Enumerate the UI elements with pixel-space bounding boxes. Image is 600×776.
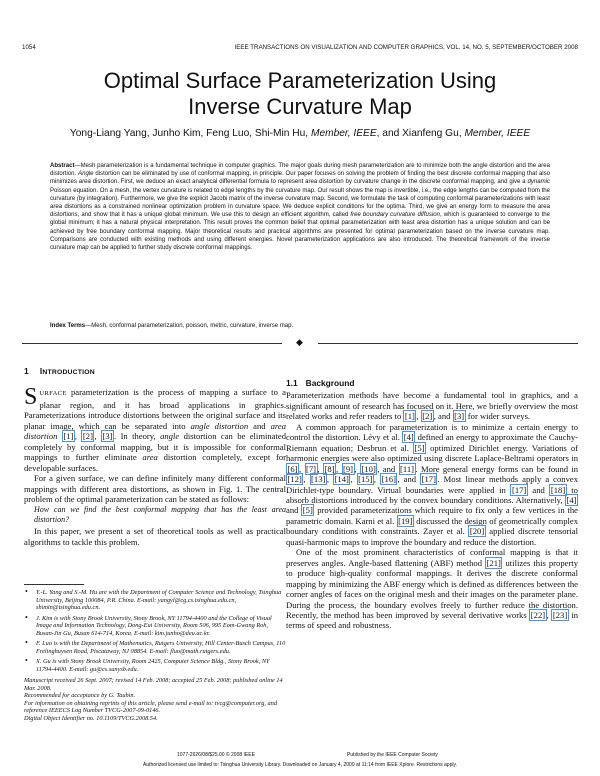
bullet-icon: • [25, 638, 28, 647]
recommended-by: Recommended for acceptance by G. Taubin. [24, 692, 136, 699]
manuscript-info [24, 677, 286, 722]
subsection-title: Background [305, 378, 355, 388]
background-text: and [527, 484, 550, 495]
section-title-rest: NTRODUCTION [42, 369, 95, 376]
intro-paragraph-1 [24, 384, 287, 473]
citation-link[interactable]: [4] [403, 432, 414, 443]
abstract-emph-3: dynamic [527, 179, 550, 186]
background-text: Parameterization methods have become a fundamental tool in graphics, and a significant amount of research has focused on it. Here, we briefly overview the most related works and refer readers to [286, 390, 578, 422]
footnote-rule [24, 584, 84, 585]
citation-link[interactable]: [10] [361, 463, 376, 474]
background-text: applied discrete tensorial quasi-harmonic maps to improve the boundary and reduce the distortion. [286, 526, 578, 547]
abstract-text-5: , which is guaranteed to converge to the global minimum; it has a natural physical interpretation. This result proves the common belief that optimal parameterization with least area distortion has a unique solution and can be achieved by free boundary conformal mapping. Major theoretical results and practical algorithms are presented for optimal parameterization based on the inverse curvature map. Comparisons are conducted with existing methods and using different energies. Novel parameterization applications are also introduced. The theoretical framework of the inverse curvature map can be applied to further study discrete conformal mappings. [50, 212, 550, 252]
background-text: A common approach for parameterization is to minimize a certain energy to control the distortion. Lévy et al. [286, 421, 578, 443]
abstract-emph-2: area [78, 179, 91, 186]
background-text: One of the most prominent characteristics of conformal mapping is that it preserves angles. Angle-based flattening (ABF) method [286, 547, 578, 568]
intro-emph-angle: angle [160, 431, 180, 442]
background-text: to absorb distortions introduced by the convex boundary conditions. Alternatively, [286, 484, 578, 505]
index-terms-text: —Mesh, conformal parameterization, poisson, metric, curvature, inverse map. [85, 323, 294, 329]
title-line-2: Inverse Curvature Map [188, 94, 412, 119]
divider-diamond-icon: ◆ [296, 338, 303, 348]
right-column [286, 378, 578, 631]
intro-emph-area: area [142, 452, 158, 463]
citation-link[interactable]: [5] [414, 442, 425, 453]
background-paragraph-1 [286, 390, 578, 421]
background-text: discussed the design of geometrically complex boundary conditions with constraints. Zayer et al. [286, 515, 578, 537]
background-text: provided parameterizations which require to fix only a few vertices in the parametric domain. Karni et al. [286, 505, 578, 526]
divider-line-left [22, 343, 282, 344]
citation-link[interactable]: [16] [381, 474, 396, 485]
reprint-info: For information on obtaining reprints of this article, please send e-mail to: tvcg@computer.org, and reference IEEECS Log Number TVCG-2007-09-0146. [24, 699, 277, 714]
intro-text-a: parameterization is the process of mapping a surface to a planar region, and it has broad applications in graphics. Parameterizations introduce distortions between the original surface and its planar image, which can be separated into [24, 387, 286, 431]
drop-cap: S [24, 384, 38, 411]
background-text: for wider surveys. [465, 411, 531, 422]
footnote-affiliation [24, 612, 286, 638]
citation-link[interactable]: [17] [511, 484, 527, 495]
abstract-emph-4: free boundary curvature diffusion [350, 212, 440, 219]
sep: , [350, 474, 357, 485]
sep: , and [397, 474, 421, 485]
page-number: 1054 [22, 44, 36, 51]
sep: , [326, 474, 334, 485]
citation-link[interactable]: [14] [334, 474, 349, 485]
footnote-affiliation [24, 589, 286, 612]
left-column [24, 366, 286, 547]
publisher-line: Published by the IEEE Computer Society [347, 752, 438, 758]
license-notice: Authorized licensed use limited to: Tsinghua University Library. Downloaded on January 4, 2009 at 11:14 from IEEE Xplore. Restrictions apply. [143, 762, 457, 768]
background-text: in terms of speed and robustness. [286, 609, 578, 631]
citation-link[interactable]: [1] [63, 431, 74, 442]
bullet-icon: • [25, 587, 28, 596]
sep: , and [433, 411, 453, 422]
background-paragraph-2 [286, 422, 578, 547]
abstract-text-4: Poisson equation. On a mesh, the vertex curvature is related to edge lengths by the curvature map. Our result shows the map is invertible, i.e., the edge lengths can be computed from the curvature (by integration). Furthermore, we give the explicit Jacobi matrix of the inverse curvature map. Second, we formulate the task of computing conformal parameterizations with least area distortions as a constrained nonlinear optimization problem in curvature space. We deduce explicit conditions for the optima. Third, we give an energy form to measure the area distortions, and show that it has a unique global minimum. We use this to design an efficient algorithm, called [50, 187, 550, 219]
background-paragraph-3 [286, 547, 578, 631]
background-text: . Most linear methods apply a convex Dirichlet-type boundary. Virtual boundaries were applied in [286, 474, 578, 495]
citation-link[interactable]: [9] [343, 463, 354, 474]
citation-link[interactable]: [3] [454, 411, 465, 422]
intro-paragraph-3: In this paper, we present a set of theoretical tools as well as practical algorithms to tackle this problem. [24, 526, 286, 547]
footnote-affiliation [24, 640, 286, 655]
citation-link[interactable]: [11] [400, 463, 414, 474]
citation-link[interactable]: [18] [550, 484, 566, 495]
author-membership-1: Member, IEEE [310, 128, 377, 139]
section-number: 1 [24, 366, 29, 376]
citation-link[interactable]: [7] [306, 463, 317, 474]
title-line-1: Optimal Surface Parameterization Using [103, 68, 497, 93]
sep: , [546, 609, 552, 620]
citation-link[interactable]: [21] [486, 557, 501, 568]
abstract-emph-1: Angle [78, 171, 94, 178]
background-text: utilizes this property to produce high-quality conformal mappings. It derives the discrete conformal mapping by minimizing the ABF energy which is defined as differences between the corner angles of faces on the original mesh and their images on the parameter plane. During the process, the boundary evolves freely to further reduce the distortion. Recently, the method has been improved by several derivative works [286, 557, 578, 620]
citation-link[interactable]: [15] [358, 474, 373, 485]
running-head [22, 44, 578, 54]
authors-part-1: Yong-Liang Yang, Junho Kim, Feng Luo, Shi-Min Hu, [69, 128, 311, 139]
bullet-icon: • [25, 612, 28, 622]
citation-link[interactable]: [20] [469, 526, 485, 537]
citation-link[interactable]: [22] [530, 609, 546, 620]
intro-paragraph-2: For a given surface, we can define infinitely many different conformal mappings with different area distortions, as shown in Fig. 1. The central problem of the optimal parameterization can be stated as follows: [24, 473, 286, 504]
paper-title [40, 68, 560, 120]
sep: , [354, 463, 360, 474]
sep: , and [377, 463, 399, 474]
background-text: and [286, 505, 302, 516]
citation-link[interactable]: [3] [102, 431, 113, 442]
doi: Digital Object Identifier no. 10.1109/TVCG.2008.54. [24, 714, 158, 722]
abstract-text-3: distortion. First, we deduce an exact analytical differential formula to represent area distortion by curvature change in the discrete conformal mapping, and give a [90, 179, 528, 186]
abstract-text-2: distortion can be eliminated by use of conformal mapping, in principle. Our paper focuses on solving the problem of finding the best discrete conformal mapping that also minimizes [50, 171, 550, 186]
citation-link[interactable]: [8] [324, 463, 335, 474]
intro-text-h: distortion completely, except for developable surfaces. [24, 452, 286, 473]
journal-header: IEEE TRANSACTIONS ON VISUALIZATION AND COMPUTER GRAPHICS, VOL. 14, NO. 5, SEPTEMBER/OCTOBER 2008 [234, 44, 578, 51]
author-line [24, 128, 576, 139]
sep: , [317, 463, 323, 474]
section-heading-introduction [24, 366, 286, 378]
index-terms-label: Index Terms [50, 323, 86, 329]
citation-link[interactable]: [17] [421, 474, 436, 485]
issn-copyright: 1077-2626/08/$25.00 © 2008 IEEE [177, 752, 255, 758]
subsection-number: 1.1 [286, 378, 298, 388]
problem-statement: How can we find the best conformal mapping that has the least area distortion? [34, 505, 286, 524]
abstract-label: Abstract [50, 163, 75, 169]
sep: , [336, 463, 342, 474]
intro-text-e: , [94, 431, 101, 442]
intro-emph-area-distortion: area distortion [24, 420, 286, 442]
section-title-initial: I [39, 366, 43, 376]
background-text: defined an energy to approximate the Cauchy-Riemann equation; Desbrun et al. [286, 432, 578, 453]
citation-link[interactable]: [2] [422, 411, 433, 422]
divider-line-right [318, 343, 578, 344]
abstract-text-1: —Mesh parameterization is a fundamental technique in computer graphics. The major goals during mesh parameterization are to minimize both the angle distortion and the area distortion. [50, 163, 550, 178]
intro-text-d: , [74, 431, 82, 442]
footnote-text: Y.-L. Yang and S.-M. Hu are with the Department of Computer Science and Technology, Tsinghua University, Beijing 100084, P.R. China. E-mail: yangyl@cg.cs.tsinghua.edu.cn, shimin@tsinghua.edu.cn. [36, 589, 282, 611]
citation-link[interactable]: [2] [82, 431, 93, 442]
citation-link[interactable]: [13] [311, 474, 326, 485]
background-text: . More general energy forms can be found in [415, 463, 579, 474]
intro-text-f: . In theory, [114, 431, 161, 442]
citation-link[interactable]: [1] [404, 411, 415, 422]
footnote-text: J. Kim is with Stony Brook University, Stony Brook, NY 11794-4400 and the College of Visual Image and Information Technology, Dong-Eui University, Room 506, 995 Eom-Gwang Roh, Busan-Jin Gu, Busan 614-714, Korea. E-mail: kim.junho@deu.ac.kr. [36, 614, 272, 637]
sep: , [303, 474, 310, 485]
citation-link[interactable]: [6] [287, 463, 298, 474]
section-divider [22, 340, 578, 348]
sep: , [299, 463, 305, 474]
intro-smallcaps: URFACE [39, 390, 67, 398]
authors-part-2: , and Xianfeng Gu, [376, 128, 465, 139]
sep: , [416, 411, 421, 422]
footnote-text: F. Luo is with the Department of Mathematics, Rutgers University, Hill Center-Busch Campus, 110 Frelinghuysen Road, Piscataway, NJ 08854. E-mail: fluo@math.rutgers.edu. [36, 640, 286, 655]
intro-text-g: distortion can be eliminated completely by conformal mapping, but it is impossible for conformal mappings to further eliminate [24, 431, 287, 463]
sep: , [373, 474, 381, 485]
bullet-icon: • [25, 656, 28, 665]
citation-link[interactable]: [23] [552, 609, 568, 620]
subsection-heading-background [286, 378, 578, 388]
citation-link[interactable]: [4] [566, 494, 577, 505]
footnote-text: X. Gu is with Stony Brook University, Room 2425, Computer Science Bldg., Stony Brook, NY 11794-4400. E-mail: gu@cs.sunysb.edu. [36, 658, 270, 673]
intro-text-b: and [248, 420, 271, 431]
citation-link[interactable]: [12] [287, 474, 302, 485]
abstract [50, 162, 550, 252]
background-text: optimized Dirichlet energy. Variations of harmonic energies were also optimized using discrete Laplace-Beltrami operators in [286, 442, 578, 464]
citation-link[interactable]: [19] [398, 515, 413, 526]
index-terms [50, 322, 550, 330]
manuscript-received: Manuscript received 26 Sept. 2007; revised 14 Feb. 2008; accepted 25 Feb. 2008; published online 14 Mar. 2008. [24, 677, 283, 692]
author-membership-2: Member, IEEE [464, 128, 531, 139]
intro-emph-angle-distortion: angle distortion [190, 420, 249, 431]
footnotes [24, 589, 286, 722]
citation-link[interactable]: [5] [302, 505, 313, 516]
footnote-affiliation [24, 658, 286, 673]
